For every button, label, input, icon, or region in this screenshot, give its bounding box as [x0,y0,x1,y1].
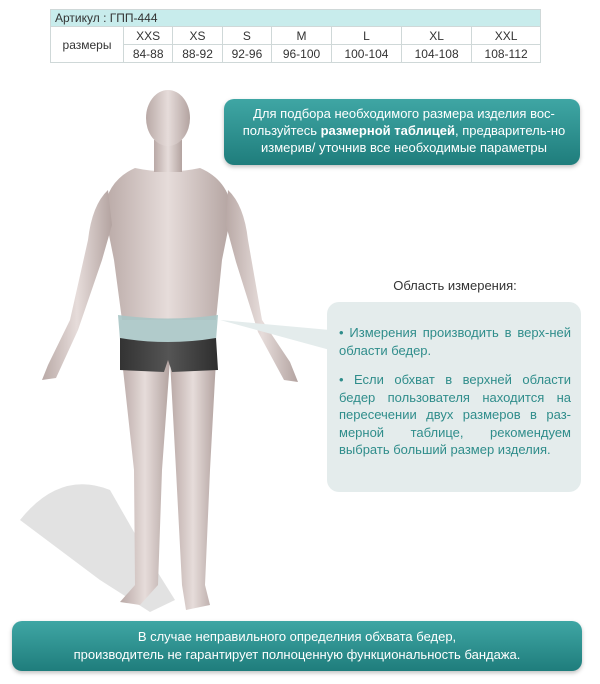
range-cell: 92-96 [222,45,271,63]
right-arm [226,190,298,382]
range-cell: 88-92 [173,45,222,63]
right-leg [170,360,216,610]
size-cell: S [222,27,271,45]
measurement-bullet-1: • Измерения производить в верх-ней области бедер. [339,325,571,358]
range-cell: 84-88 [124,45,173,63]
instruction-text-bold: размерной таблицей [320,123,456,138]
size-cell: XS [173,27,222,45]
size-cell: XXL [472,27,541,45]
size-cell: XL [402,27,472,45]
range-row [51,45,541,63]
article-row [51,10,541,27]
size-table [50,9,541,63]
range-cell: 104-108 [402,45,472,63]
size-row [51,27,541,45]
article-label: Артикул : ГПП-444 [51,10,541,27]
range-cell: 96-100 [272,45,332,63]
range-cell: 108-112 [472,45,541,63]
measurement-area-box [327,302,581,492]
measurement-band [118,315,218,343]
warning-callout [12,621,582,671]
size-cell: XXS [124,27,173,45]
warning-line-2: производитель не гарантирует полноценную функциональность бандажа. [73,647,521,662]
left-arm [42,190,112,380]
torso [104,168,232,320]
head [146,90,190,146]
size-table-instruction [224,99,580,165]
sizes-row-label: размеры [51,27,124,63]
size-cell: M [272,27,332,45]
instruction-text-end: , предваритель-но измерив/ уточнив все необходимые параметры [260,123,566,155]
size-cell: L [331,27,401,45]
range-cell: 100-104 [331,45,401,63]
warning-line-1: В случае неправильного определния обхвата бедер, [137,629,457,644]
measurement-bullet-2: • Если обхват в верхней области бедер пользователя находится на пересечении двух размеров в раз-мерной таблице, рекомендуем выбрать больший размер изделия. [339,372,571,457]
instruction-text-start: Для подбора необходимого размера изделия вос-пользуйтесь [242,106,555,138]
measurement-area-heading: Область измерения: [393,278,517,293]
